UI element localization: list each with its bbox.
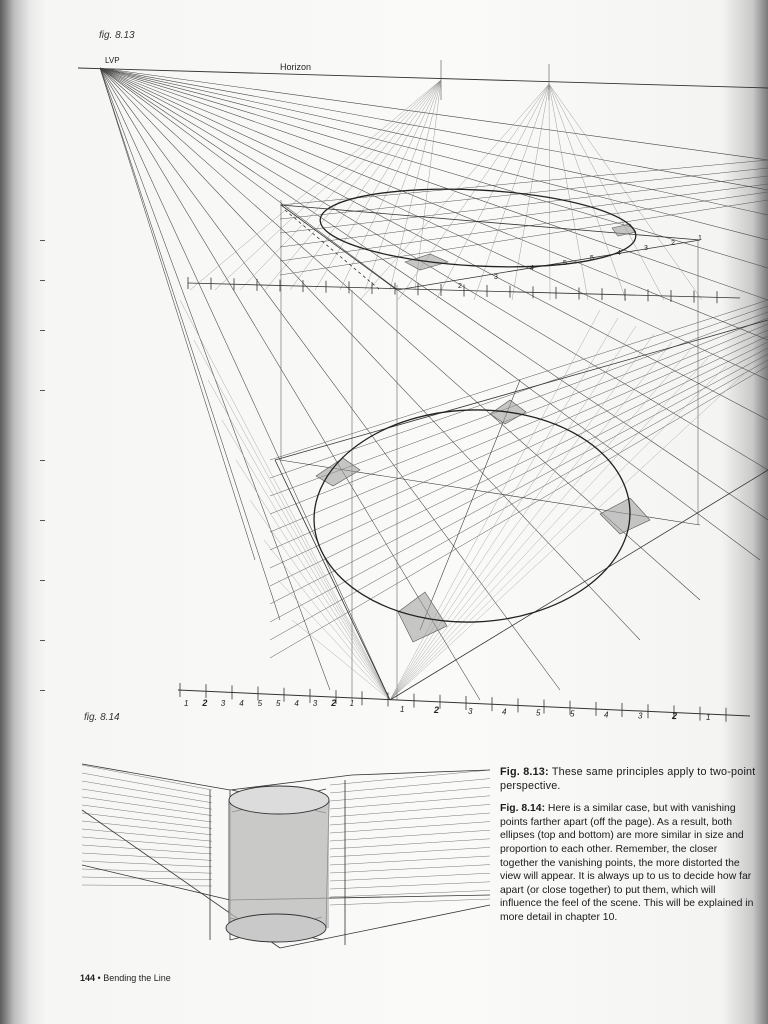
top-scale-label: 5 xyxy=(590,255,594,262)
lvp-ray xyxy=(100,68,390,700)
caption-fig-8-14-text: Here is a similar case, but with vanishing points farther apart (off the page). As a result, both ellipses (top and bottom) are more similar in size and proportion to each other. Remember, the closer together the vanishing points, the more distorted the view will appear. It is always up to us to decide how far apart (or close together) to put them, which will influence the feel of the scene. This will be explained in more detail in chapter 10. xyxy=(500,803,754,923)
slab-line-left xyxy=(82,861,212,867)
upper-square-edge xyxy=(281,205,397,290)
bottom-scale-label: 2 xyxy=(331,698,337,708)
page-footer xyxy=(80,973,171,983)
lvp-ray xyxy=(100,68,768,470)
lvp-ray xyxy=(100,68,760,560)
bottom-scale-label: 5 xyxy=(257,699,263,708)
lower-fan xyxy=(390,310,600,700)
lvp-ray xyxy=(100,68,768,420)
large-ellipse xyxy=(310,405,633,628)
lvp-ray xyxy=(100,68,255,560)
slab-edge xyxy=(352,770,490,775)
lower-fan xyxy=(292,620,390,700)
bottom-scale-label: 4 xyxy=(502,707,507,717)
bottom-scale-label: 2 xyxy=(672,711,678,722)
bottom-scale-label: 4 xyxy=(604,710,609,720)
fan-line xyxy=(549,84,702,300)
top-scale-left-label: 3 xyxy=(494,274,498,281)
bottom-scale-label: 5 xyxy=(570,709,575,719)
slab-line-left xyxy=(82,813,212,828)
shaded-tile xyxy=(600,498,650,534)
rvp-line xyxy=(270,360,768,640)
rvp-line xyxy=(270,300,768,460)
bottom-scale-label: 1 xyxy=(349,699,355,708)
bottom-scale-label: 5 xyxy=(276,699,281,708)
lower-fan xyxy=(180,300,390,700)
page-number: 144 xyxy=(80,973,96,983)
bottom-scale-label: 1 xyxy=(184,699,189,708)
bottom-scale-label: 1 xyxy=(706,713,711,723)
slab-line-right xyxy=(330,890,490,897)
slab-line-right xyxy=(330,770,490,785)
cylinder-bottom-ellipse xyxy=(226,914,326,942)
lvp-ray xyxy=(100,68,640,640)
diagonal-scale-line xyxy=(285,210,380,290)
caption-fig-8-13-title: Fig. 8.13: xyxy=(500,766,549,778)
fan-line xyxy=(549,84,626,300)
slab-line-right xyxy=(330,847,490,857)
slab-line-right xyxy=(330,873,490,881)
caption-fig-8-14-title: Fig. 8.14: xyxy=(500,803,546,815)
slab-line-left xyxy=(82,885,212,886)
lower-fan xyxy=(194,340,390,700)
horizon-label: Horizon xyxy=(280,62,312,72)
cylinder-body xyxy=(229,800,329,928)
slab-line-right xyxy=(330,899,490,905)
lvp-ray xyxy=(100,68,560,690)
lvp-label: LVP xyxy=(105,56,120,65)
top-scale-left-label: 4 xyxy=(530,265,534,272)
book-title: Bending the Line xyxy=(103,973,171,983)
bottom-scale-label: 2 xyxy=(202,698,208,708)
slab-line-left xyxy=(82,837,212,848)
bottom-scale-label: 3 xyxy=(468,706,473,716)
fan-line xyxy=(265,80,441,290)
fig-8-14-label: fig. 8.14 xyxy=(84,712,120,723)
top-scale-label: 4 xyxy=(617,250,621,257)
lower-fan xyxy=(236,460,390,700)
top-scale-label: 3 xyxy=(644,245,648,252)
caption-block xyxy=(500,766,758,934)
bottom-scale-label: 4 xyxy=(294,699,299,708)
top-scale-left-label: 2 xyxy=(458,283,462,290)
fig-8-13-label: fig. 8.13 xyxy=(99,30,135,41)
slab-edge xyxy=(82,865,230,900)
cylinder-top-ellipse xyxy=(229,786,329,814)
slab-line-right xyxy=(330,882,490,889)
lower-fan xyxy=(390,318,618,700)
lvp-ray xyxy=(100,68,768,240)
slab-line-left xyxy=(82,829,212,841)
top-scale-label: 1 xyxy=(698,235,702,242)
bottom-scale-label: 3 xyxy=(312,699,318,708)
slab-line-right xyxy=(330,779,490,793)
fan-line xyxy=(549,84,550,300)
top-scale-label: 5 xyxy=(563,260,567,267)
bottom-scale-label: 1 xyxy=(400,705,405,714)
bottom-scale-line xyxy=(178,690,750,716)
slab-line-left xyxy=(82,805,212,822)
lower-fan xyxy=(222,420,390,700)
caption-fig-8-13 xyxy=(500,766,758,793)
bottom-scale-label: 3 xyxy=(638,711,643,721)
top-scale-label: 2 xyxy=(671,240,675,247)
fan-line xyxy=(240,80,441,290)
lower-fan xyxy=(390,358,708,700)
slab-line-right xyxy=(330,865,490,873)
slab-line-left xyxy=(82,773,212,796)
lower-fan xyxy=(278,580,390,700)
slab-line-right xyxy=(330,804,490,817)
slab-line-right xyxy=(330,839,490,849)
bottom-scale-label: 4 xyxy=(239,699,244,708)
square-edge xyxy=(390,470,768,700)
slab-line-right xyxy=(330,787,490,801)
lvp-ray xyxy=(100,68,330,690)
lower-fan xyxy=(264,540,390,700)
caption-fig-8-14 xyxy=(500,802,758,924)
slab-line-left xyxy=(82,845,212,854)
lower-fan xyxy=(390,350,690,700)
lvp-ray xyxy=(100,68,768,268)
bottom-scale-label: 5 xyxy=(536,708,541,718)
square-edge xyxy=(275,460,390,700)
lvp-ray xyxy=(100,68,280,620)
lower-fan xyxy=(208,380,390,700)
slab-line-right xyxy=(330,796,490,809)
lvp-ray xyxy=(100,68,768,380)
slab-line-left xyxy=(82,877,212,880)
lower-fan xyxy=(390,374,744,700)
lower-fan xyxy=(390,366,726,700)
perspective-drawing-fig-8-14 xyxy=(82,764,490,948)
horizon-line xyxy=(78,68,768,88)
bottom-scale-label: 2 xyxy=(434,704,440,715)
slab-line-right xyxy=(330,856,490,865)
fan-line xyxy=(549,84,664,300)
caption-fig-8-13-text: These same principles apply to two-point perspective. xyxy=(500,766,756,792)
lvp-ray xyxy=(100,68,768,160)
bottom-scale-label: 3 xyxy=(220,699,226,708)
slab-line-right xyxy=(330,830,490,841)
footer-separator: • xyxy=(97,973,101,983)
rvp-line xyxy=(270,324,768,532)
slab-line-left xyxy=(82,853,212,860)
slab-line-left xyxy=(82,765,212,790)
slab-line-left xyxy=(82,821,212,835)
